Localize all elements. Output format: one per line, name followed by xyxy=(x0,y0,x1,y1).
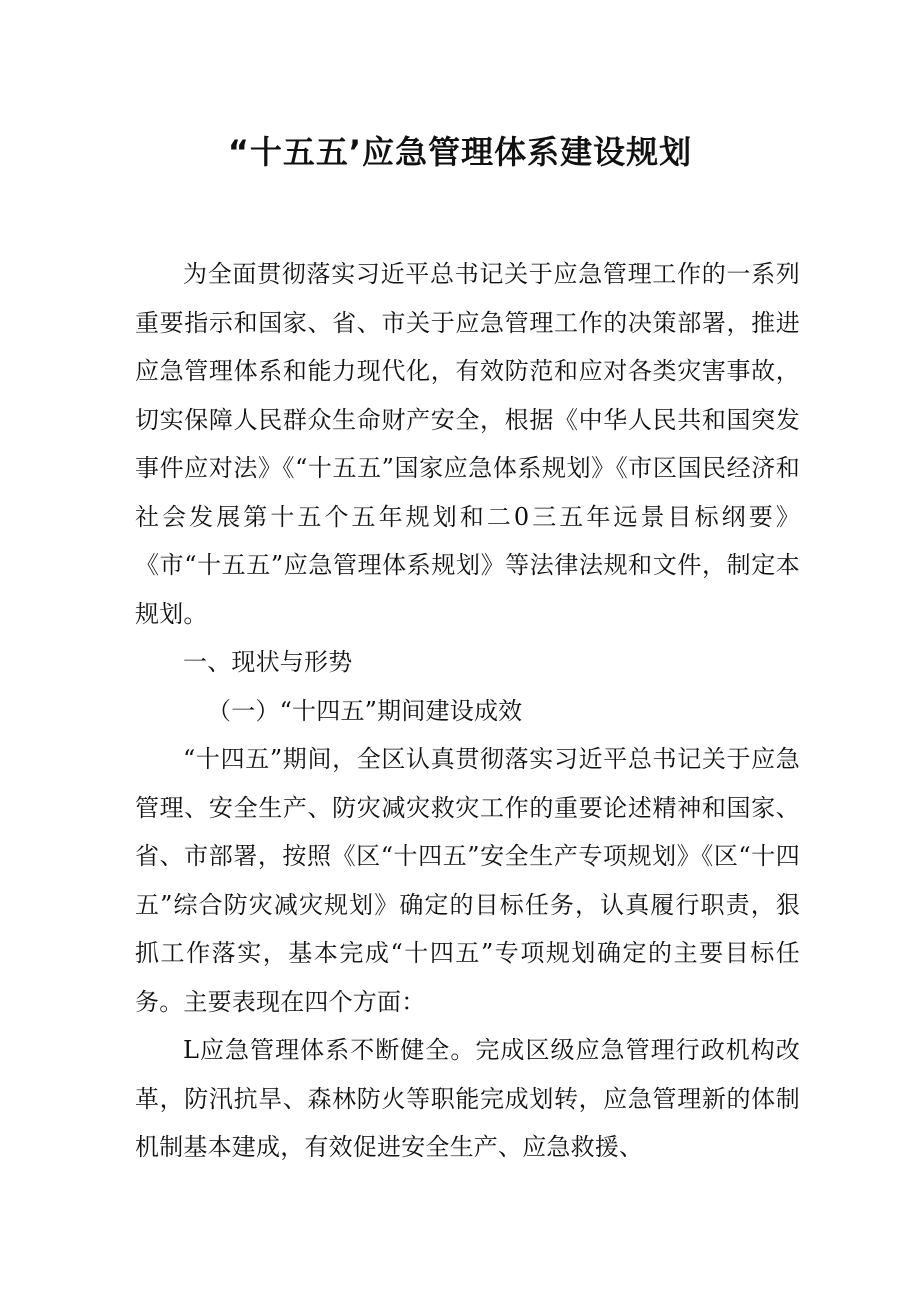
system-paragraph: L应急管理体系不断健全。完成区级应急管理行政机构改革，防汛抗旱、森林防火等职能完成划转，应急管理新的体制机制基本建成，有效促进安全生产、应急救援、 xyxy=(135,1036,800,1161)
document-title: “十五五’应急管理体系建设规划 xyxy=(227,133,693,171)
document-body xyxy=(135,250,800,1172)
section-heading-status: 一、现状与形势 xyxy=(183,648,353,676)
achievements-paragraph: “十四五”期间，全区认真贯彻落实习近平总书记关于应急管理、安全生产、防灾减灾救灾工作的重要论述精神和国家、省、市部署，按照《区“十四五”安全生产专项规划》《区“十四五”综合防灾减灾规划》确定的目标任务，认真履行职责，狠抓工作落实，基本完成“十四五”专项规划确定的主要目标任务。主要表现在四个方面： xyxy=(135,745,800,1016)
intro-paragraph: 为全面贯彻落实习近平总书记关于应急管理工作的一系列重要指示和国家、省、市关于应急管理工作的决策部署，推进应急管理体系和能力现代化，有效防范和应对各类灾害事故，切实保障人民群众生命财产安全，根据《中华人民共和国突发事件应对法》《“十五五”国家应急体系规划》《市区国民经济和社会发展第十五个五年规划和二0三五年远景目标纲要》《市“十五五”应急管理体系规划》等法律法规和文件，制定本规划。 xyxy=(135,260,800,628)
subsection-heading-achievements: （一）“十四五”期间建设成效 xyxy=(207,696,523,725)
